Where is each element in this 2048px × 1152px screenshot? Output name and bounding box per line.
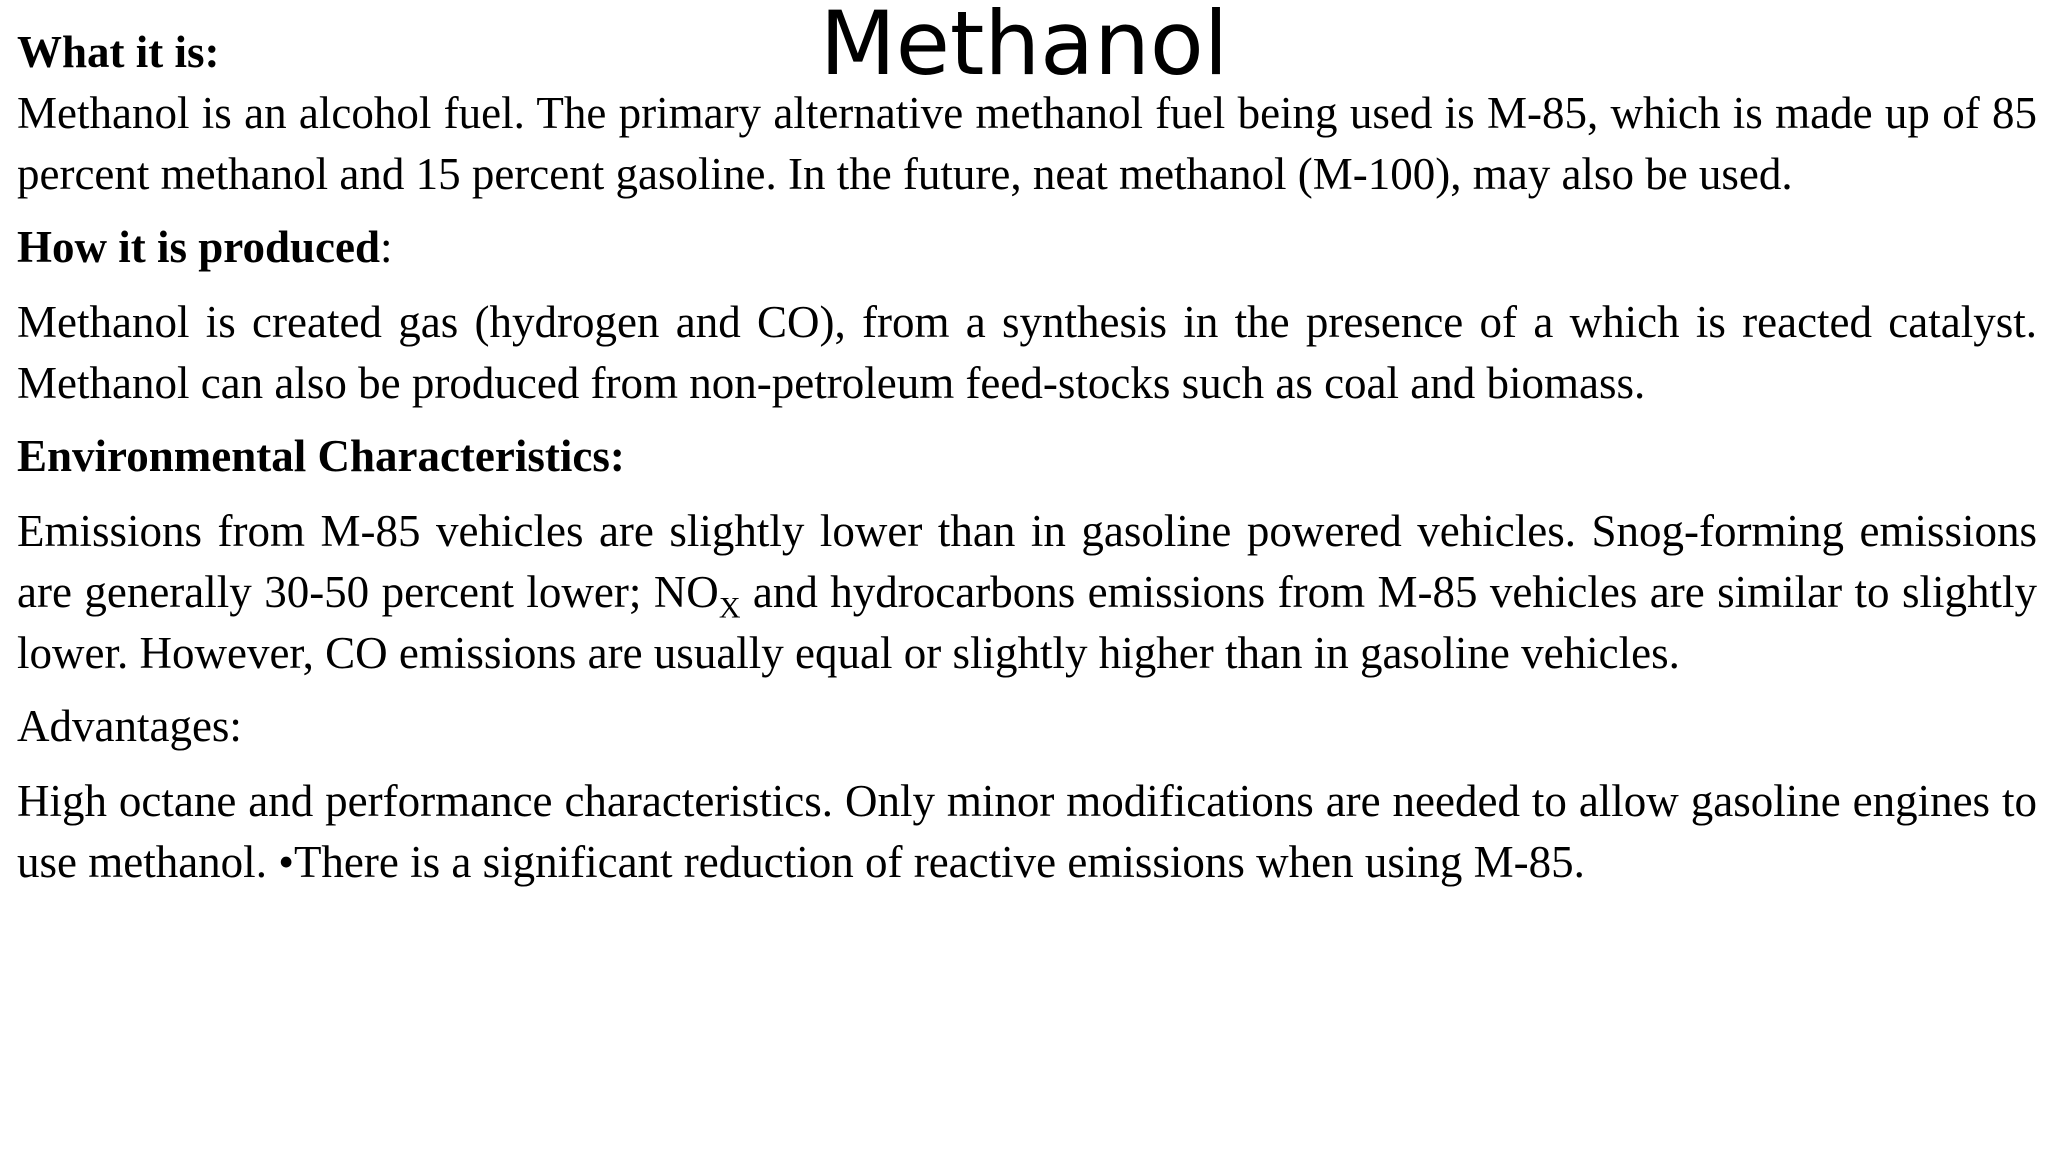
nox-subscript: X	[718, 591, 741, 625]
env-text-part-2: and hydrocarbons emissions from M-85 vehicles are similar to slightly lower. However, CO emissions are usually equal or slightly higher than in gasoline vehicles.	[17, 567, 2037, 678]
section-heading-what-it-is	[17, 22, 2037, 83]
heading-colon: :	[379, 222, 393, 272]
paragraph-advantages: High octane and performance characteristics. Only minor modifications are needed to allow gasoline engines to use methanol. •There is a significant reduction of reactive emissions when using M-85.	[17, 776, 2037, 887]
section-heading-advantages: Advantages:	[17, 701, 242, 751]
slide-title: Methanol	[819, 0, 1229, 95]
env-text-part-1: Emissions from M-85 vehicles are slightly lower than in gasoline powered vehicles. Snog-forming emissions are generally 30-50 percent lower; NO	[17, 506, 2037, 617]
slide-body	[17, 22, 2037, 893]
section-heading-how-produced	[17, 217, 2037, 278]
paragraph-how-produced: Methanol is created gas (hydrogen and CO), from a synthesis in the presence of a which is reacted catalyst. Methanol can also be produced from non-petroleum feed-stocks such as coal and biomass.	[17, 297, 2037, 408]
section-heading-environmental	[17, 426, 2037, 487]
paragraph-environmental	[17, 501, 2037, 684]
paragraph-what-it-is: Methanol is an alcohol fuel. The primary alternative methanol fuel being used is M-85, which is made up of 85 percent methanol and 15 percent gasoline. In the future, neat methanol (M-100), may also be used.	[17, 88, 2037, 199]
heading-text: How it is produced	[17, 222, 380, 272]
heading-text: What it is:	[17, 27, 220, 77]
heading-text: Environmental Characteristics:	[17, 431, 625, 481]
